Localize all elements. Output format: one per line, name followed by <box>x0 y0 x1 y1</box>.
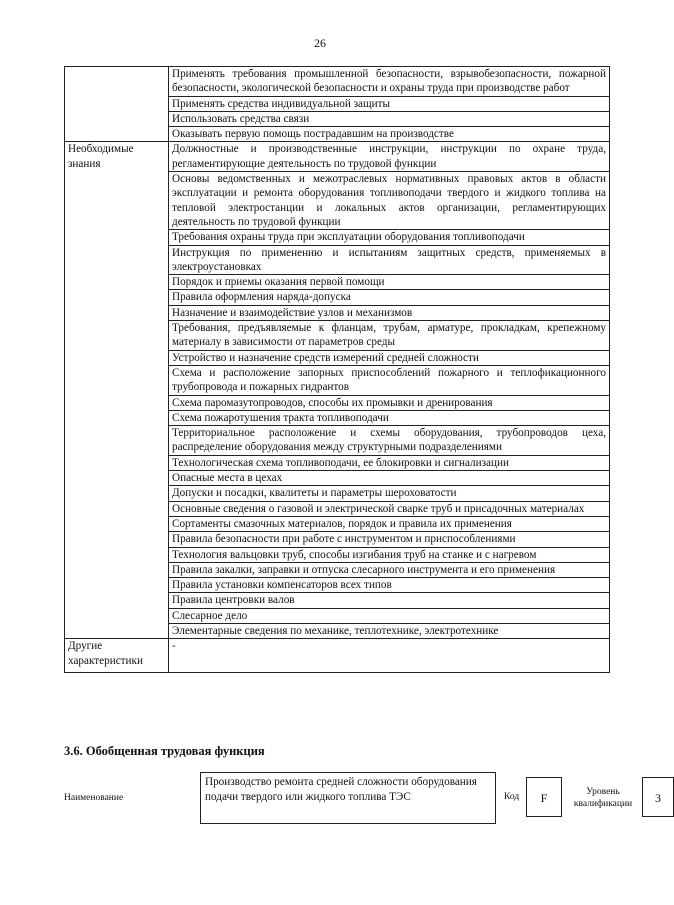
knowledge-item: Правила закалки, заправки и отпуска слесарного инструмента и его применения <box>169 562 610 577</box>
generalized-function-block <box>64 772 661 828</box>
knowledge-item: Территориальное расположение и схемы оборудования, трубопроводов цеха, распределение оборудования между структурными подразделениями <box>169 426 610 456</box>
table-row <box>65 67 610 97</box>
other-label: Другие характеристики <box>65 639 169 673</box>
skill-item: Применять средства индивидуальной защиты <box>169 96 610 111</box>
empty-label-cell <box>65 67 169 142</box>
functions-table <box>64 66 610 673</box>
other-value: - <box>169 639 610 673</box>
knowledge-item: Порядок и приемы оказания первой помощи <box>169 275 610 290</box>
knowledge-item: Схема пожаротушения тракта топливоподачи <box>169 410 610 425</box>
name-label: Наименование <box>64 793 124 803</box>
knowledge-item: Основные сведения о газовой и электрической сварке труб и присадочных материалах <box>169 501 610 516</box>
knowledge-item: Назначение и взаимодействие узлов и механизмов <box>169 305 610 320</box>
knowledge-label: Необходимые знания <box>65 142 169 639</box>
skill-item: Оказывать первую помощь пострадавшим на производстве <box>169 127 610 142</box>
knowledge-item: Опасные места в цехах <box>169 471 610 486</box>
page-number: 26 <box>314 36 326 50</box>
knowledge-item: Основы ведомственных и межотраслевых нормативных правовых актов в области эксплуатации и ремонта оборудования топливоподачи твердого и жидкого топлива на тепловой электростанции и локальных актов организации, регламентирующих деятельность по трудовой функции <box>169 172 610 230</box>
section-title: 3.6. Обобщенная трудовая функция <box>64 744 265 758</box>
knowledge-item: Устройство и назначение средств измерений средней сложности <box>169 350 610 365</box>
code-label: Код <box>504 792 520 802</box>
skill-item: Применять требования промышленной безопасности, взрывобезопасности, пожарной безопасности, экологической безопасности и охраны труда при производстве работ <box>169 67 610 97</box>
knowledge-item: Инструкция по применению и испытаниям защитных средств, применяемых в электроустановках <box>169 245 610 275</box>
knowledge-item: Схема и расположение запорных приспособлений пожарного и теплофикационного трубопровода и пожарных гидрантов <box>169 365 610 395</box>
knowledge-item: Технология вальцовки труб, способы изгибания труб на станке и с нагревом <box>169 547 610 562</box>
qualification-level-value: 3 <box>642 777 674 817</box>
name-value: Производство ремонта средней сложности оборудования подачи твердого или жидкого топлива ТЭС <box>200 772 496 824</box>
knowledge-item: Допуски и посадки, квалитеты и параметры шероховатости <box>169 486 610 501</box>
knowledge-item: Правила оформления наряда-допуска <box>169 290 610 305</box>
knowledge-item: Схема паромазутопроводов, способы их промывки и дренирования <box>169 395 610 410</box>
knowledge-item: Технологическая схема топливоподачи, ее блокировки и сигнализации <box>169 455 610 470</box>
knowledge-item: Элементарные сведения по механике, теплотехнике, электротехнике <box>169 623 610 638</box>
knowledge-item: Требования, предъявляемые к фланцам, трубам, арматуре, прокладкам, крепежному материалу в зависимости от параметров среды <box>169 321 610 351</box>
skill-item: Использовать средства связи <box>169 111 610 126</box>
table-row <box>65 142 610 172</box>
knowledge-item: Слесарное дело <box>169 608 610 623</box>
knowledge-item: Сортаменты смазочных материалов, порядок и правила их применения <box>169 516 610 531</box>
knowledge-item: Требования охраны труда при эксплуатации оборудования топливоподачи <box>169 230 610 245</box>
knowledge-item: Правила центровки валов <box>169 593 610 608</box>
table-row <box>65 639 610 673</box>
qualification-level-label: Уровень квалификации <box>573 787 633 809</box>
knowledge-item: Правила безопасности при работе с инструментом и приспособлениями <box>169 532 610 547</box>
knowledge-item: Правила установки компенсаторов всех типов <box>169 578 610 593</box>
code-value: F <box>526 777 562 817</box>
knowledge-item: Должностные и производственные инструкции, инструкции по охране труда, регламентирующие деятельность по трудовой функции <box>169 142 610 172</box>
